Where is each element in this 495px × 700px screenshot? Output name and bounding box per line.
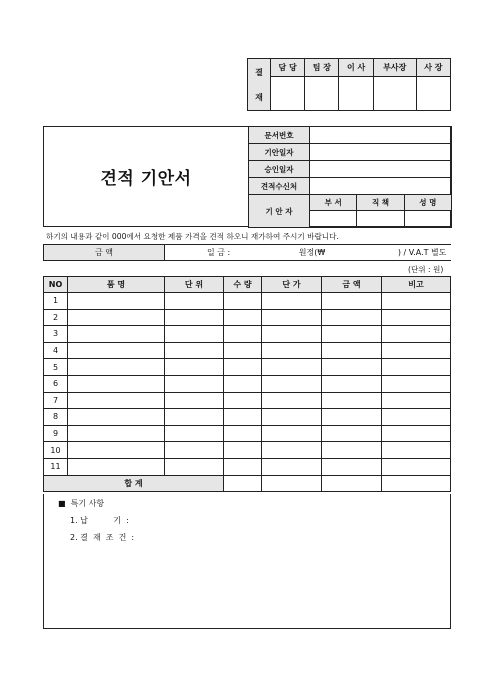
unit-cell[interactable] xyxy=(165,458,224,475)
approval-sign-4[interactable] xyxy=(373,77,416,111)
unit-price-cell[interactable] xyxy=(262,458,322,475)
unit-price-cell[interactable] xyxy=(262,375,322,392)
remarks-cell[interactable] xyxy=(382,442,451,459)
unit-price-cell[interactable] xyxy=(262,409,322,426)
amount-cell[interactable] xyxy=(322,359,382,376)
remarks-cell[interactable] xyxy=(382,392,451,409)
notes-item-delivery: 1. 납 기 : xyxy=(70,516,129,525)
unit-cell[interactable] xyxy=(165,392,224,409)
draft-date-field[interactable] xyxy=(310,144,452,161)
unit-cell[interactable] xyxy=(165,375,224,392)
col-unit-price: 단 가 xyxy=(262,277,322,293)
table-row xyxy=(44,425,451,442)
item-name-cell[interactable] xyxy=(68,342,165,359)
item-name-cell[interactable] xyxy=(68,409,165,426)
table-row xyxy=(44,442,451,459)
row-number: 7 xyxy=(44,392,68,409)
table-row xyxy=(44,342,451,359)
amount-cell[interactable] xyxy=(322,458,382,475)
remarks-cell[interactable] xyxy=(382,409,451,426)
item-name-cell[interactable] xyxy=(68,458,165,475)
quantity-cell[interactable] xyxy=(224,392,262,409)
amount-cell[interactable] xyxy=(322,309,382,326)
quantity-cell[interactable] xyxy=(224,293,262,310)
unit-cell[interactable] xyxy=(165,442,224,459)
quantity-cell[interactable] xyxy=(224,326,262,343)
total-unit-price[interactable] xyxy=(262,475,322,492)
approval-side-top: 결 xyxy=(255,67,263,77)
amount-cell[interactable] xyxy=(322,425,382,442)
remarks-cell[interactable] xyxy=(382,375,451,392)
unit-price-cell[interactable] xyxy=(262,326,322,343)
total-quantity[interactable] xyxy=(224,475,262,492)
item-name-cell[interactable] xyxy=(68,425,165,442)
table-row xyxy=(44,375,451,392)
approval-date-field[interactable] xyxy=(310,161,452,178)
amount-cell[interactable] xyxy=(322,293,382,310)
items-table xyxy=(43,276,451,492)
approval-col-5: 사 장 xyxy=(416,59,450,77)
col-item-name: 품 명 xyxy=(68,277,165,293)
unit-cell[interactable] xyxy=(165,342,224,359)
amount-cell[interactable] xyxy=(322,326,382,343)
request-text: 하기의 내용과 같이 000에서 요청한 제품 가격을 견적 하오니 재가하여 주시기 바랍니다. xyxy=(46,232,339,241)
remarks-cell[interactable] xyxy=(382,309,451,326)
approval-sign-5[interactable] xyxy=(416,77,450,111)
approval-sign-1[interactable] xyxy=(271,77,305,111)
approval-sign-3[interactable] xyxy=(339,77,373,111)
approval-col-1: 담 당 xyxy=(271,59,305,77)
doc-number-label: 문서번호 xyxy=(249,127,310,144)
item-rows xyxy=(44,293,451,476)
quantity-cell[interactable] xyxy=(224,309,262,326)
approval-side-label xyxy=(248,59,271,111)
approval-sign-2[interactable] xyxy=(305,77,339,111)
table-row xyxy=(44,359,451,376)
amount-table xyxy=(43,244,451,261)
row-number: 11 xyxy=(44,458,68,475)
info-table xyxy=(248,126,452,228)
item-name-cell[interactable] xyxy=(68,442,165,459)
quantity-cell[interactable] xyxy=(224,458,262,475)
quantity-cell[interactable] xyxy=(224,359,262,376)
approval-col-3: 이 사 xyxy=(339,59,373,77)
drafter-dept-field[interactable] xyxy=(310,211,357,228)
drafter-position-field[interactable] xyxy=(357,211,404,228)
total-remarks[interactable] xyxy=(382,475,451,492)
quantity-cell[interactable] xyxy=(224,375,262,392)
amount-label: 금 액 xyxy=(44,245,165,261)
unit-cell[interactable] xyxy=(165,326,224,343)
item-name-cell[interactable] xyxy=(68,392,165,409)
approval-table xyxy=(247,58,451,111)
total-amount[interactable] xyxy=(322,475,382,492)
approval-date-label: 승인일자 xyxy=(249,161,310,178)
approval-col-4: 부사장 xyxy=(373,59,416,77)
row-number: 9 xyxy=(44,425,68,442)
row-number: 10 xyxy=(44,442,68,459)
amount-vat-label: ) / V.A.T 별도 xyxy=(397,248,447,257)
quantity-cell[interactable] xyxy=(224,342,262,359)
drafter-label: 기 안 자 xyxy=(249,195,310,228)
col-unit: 단 위 xyxy=(165,277,224,293)
drafter-dept-label: 부 서 xyxy=(310,195,357,211)
table-row xyxy=(44,392,451,409)
recipient-label: 견적수신처 xyxy=(249,178,310,195)
col-quantity: 수 량 xyxy=(224,277,262,293)
amount-won-label: 원정(₩ xyxy=(298,248,326,257)
item-name-cell[interactable] xyxy=(68,309,165,326)
item-name-cell[interactable] xyxy=(68,293,165,310)
table-row xyxy=(44,309,451,326)
unit-cell[interactable] xyxy=(165,425,224,442)
unit-note: (단위 : 원) xyxy=(408,265,444,274)
quantity-cell[interactable] xyxy=(224,425,262,442)
total-label: 합 계 xyxy=(44,475,224,492)
table-row xyxy=(44,293,451,310)
doc-number-field[interactable] xyxy=(310,127,452,144)
unit-cell[interactable] xyxy=(165,409,224,426)
remarks-cell[interactable] xyxy=(382,425,451,442)
table-row xyxy=(44,458,451,475)
drafter-position-label: 직 책 xyxy=(357,195,404,211)
remarks-cell[interactable] xyxy=(382,342,451,359)
item-name-cell[interactable] xyxy=(68,375,165,392)
col-remarks: 비고 xyxy=(382,277,451,293)
amount-field[interactable] xyxy=(165,245,452,261)
amount-cell[interactable] xyxy=(322,342,382,359)
row-number: 4 xyxy=(44,342,68,359)
recipient-field[interactable] xyxy=(310,178,452,195)
amount-cell[interactable] xyxy=(322,442,382,459)
header-block xyxy=(43,126,451,227)
row-number: 1 xyxy=(44,293,68,310)
remarks-cell[interactable] xyxy=(382,359,451,376)
unit-cell[interactable] xyxy=(165,293,224,310)
amount-cell[interactable] xyxy=(322,409,382,426)
unit-price-cell[interactable] xyxy=(262,442,322,459)
unit-cell[interactable] xyxy=(165,309,224,326)
col-amount: 금 액 xyxy=(322,277,382,293)
quantity-cell[interactable] xyxy=(224,409,262,426)
approval-side-bottom: 재 xyxy=(255,92,263,102)
unit-price-cell[interactable] xyxy=(262,359,322,376)
remarks-cell[interactable] xyxy=(382,458,451,475)
unit-cell[interactable] xyxy=(165,359,224,376)
unit-price-cell[interactable] xyxy=(262,293,322,310)
drafter-name-label: 성 명 xyxy=(404,195,451,211)
unit-price-cell[interactable] xyxy=(262,342,322,359)
table-row xyxy=(44,326,451,343)
row-number: 6 xyxy=(44,375,68,392)
row-number: 2 xyxy=(44,309,68,326)
row-number: 5 xyxy=(44,359,68,376)
amount-cell[interactable] xyxy=(322,375,382,392)
unit-price-cell[interactable] xyxy=(262,392,322,409)
notes-title: ■ 특기 사항 xyxy=(58,499,105,508)
unit-price-cell[interactable] xyxy=(262,425,322,442)
drafter-name-field[interactable] xyxy=(404,211,451,228)
item-name-cell[interactable] xyxy=(68,326,165,343)
quantity-cell[interactable] xyxy=(224,442,262,459)
remarks-cell[interactable] xyxy=(382,293,451,310)
draft-date-label: 기안일자 xyxy=(249,144,310,161)
row-number: 3 xyxy=(44,326,68,343)
col-no: NO xyxy=(44,277,68,293)
row-number: 8 xyxy=(44,409,68,426)
amount-sum-label: 일 금 : xyxy=(207,248,231,257)
table-row xyxy=(44,409,451,426)
notes-block xyxy=(43,494,451,629)
approval-col-2: 팀 장 xyxy=(305,59,339,77)
document-title: 견적 기안서 xyxy=(100,169,192,189)
notes-item-payment: 2. 결 재 조 건 : xyxy=(70,533,135,542)
item-name-cell[interactable] xyxy=(68,359,165,376)
amount-cell[interactable] xyxy=(322,392,382,409)
unit-price-cell[interactable] xyxy=(262,309,322,326)
remarks-cell[interactable] xyxy=(382,326,451,343)
